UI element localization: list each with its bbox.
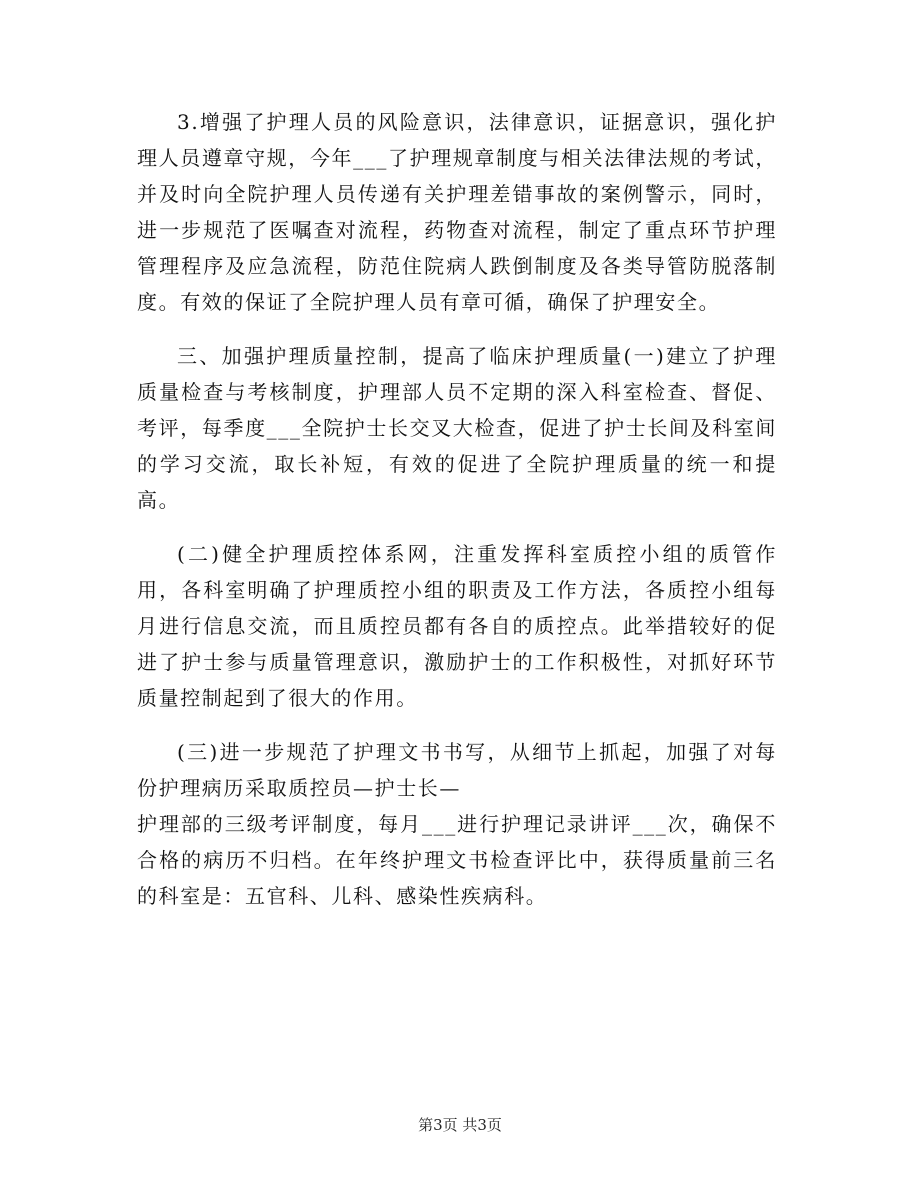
page-number-footer: 第3页 共3页 bbox=[418, 1116, 502, 1134]
paragraph-qc-network: (二)健全护理质控体系网，注重发挥科室质控小组的质管作用，各科室明确了护理质控小组的职责及工作方法，各质控小组每月进行信息交流，而且质控员都有各自的质控点。此举措较好的促进了护士参与质量管理意识，激励护士的工作积极性，对抓好环节质量控制起到了很大的作用。 bbox=[137, 542, 777, 710]
paragraph-nursing-documents-line2: 护理部的三级考评制度，每月___进行护理记录讲评___次，确保不合格的病历不归档。在年终护理文书检查评比中，获得质量前三名的科室是：五官科、儿科、感染性疾病科。 bbox=[137, 812, 777, 908]
paragraph-nursing-documents-line1: (三)进一步规范了护理文书书写，从细节上抓起，加强了对每份护理病历采取质控员—护士长— bbox=[137, 740, 777, 800]
document-body bbox=[137, 104, 777, 914]
paragraph-risk-awareness: 3.增强了护理人员的风险意识，法律意识，证据意识，强化护理人员遵章守规，今年___了护理规章制度与相关法律法规的考试，并及时向全院护理人员传递有关护理差错事故的案例警示，同时，进一步规范了医嘱查对流程，药物查对流程，制定了重点环节护理管理程序及应急流程，防范住院病人跌倒制度及各类导管防脱落制度。有效的保证了全院护理人员有章可循，确保了护理安全。 bbox=[137, 110, 777, 314]
paragraph-nursing-documents bbox=[137, 734, 777, 914]
paragraph-quality-control: 三、加强护理质量控制，提高了临床护理质量(一)建立了护理质量检查与考核制度，护理部人员不定期的深入科室检查、督促、考评，每季度___全院护士长交叉大检查，促进了护士长间及科室间的学习交流，取长补短，有效的促进了全院护理质量的统一和提高。 bbox=[137, 344, 777, 512]
